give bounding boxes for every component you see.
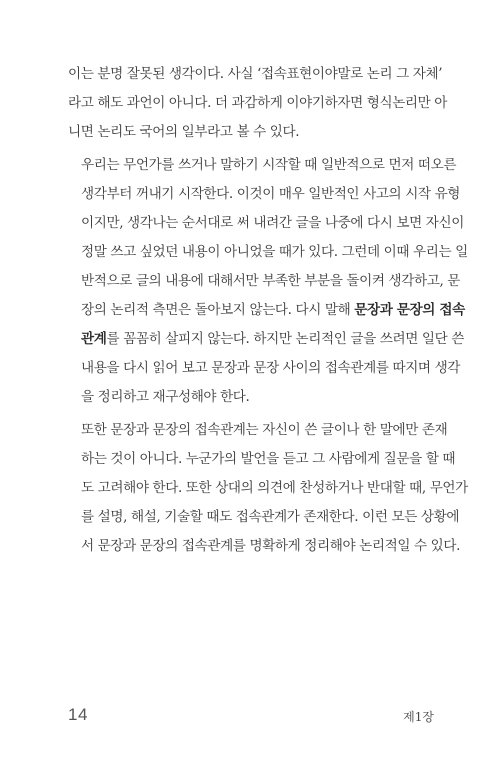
text-line bbox=[68, 383, 436, 412]
text-line bbox=[68, 416, 448, 445]
text-segment: 또한 문장과 문장의 접속관계는 자신이 쓴 글이나 한 말에만 존재 bbox=[81, 422, 448, 438]
text-segment: 하는 것이 아니다. 누군가의 발언을 듣고 그 사람에게 질문을 할 때 bbox=[81, 451, 456, 467]
text-segment: 서 문장과 문장의 접속관계를 명확하게 정리해야 논리적일 수 있다. bbox=[81, 538, 461, 554]
text-line bbox=[68, 118, 436, 147]
emphasis-text: 관계 bbox=[81, 331, 107, 347]
text-line bbox=[68, 180, 461, 209]
text-segment: 장의 논리적 측면은 돌아보지 않는다. 다시 말해 bbox=[81, 302, 355, 318]
text-segment: 반적으로 글의 내용에 대해서만 부족한 부분을 돌이켜 생각하고, 문 bbox=[81, 273, 461, 289]
text-segment: 정말 쓰고 싶었던 내용이 아니었을 때가 있다. 그런데 이때 우리는 일 bbox=[81, 244, 468, 260]
text-line bbox=[68, 445, 456, 474]
text-segment: 이는 분명 잘못된 생각이다. 사실 ‘접속표현이야말로 논리 그 자체’ bbox=[68, 66, 443, 82]
paragraph-2 bbox=[68, 151, 468, 412]
emphasis-text: 문장과 문장의 접속 bbox=[354, 302, 465, 318]
text-line bbox=[68, 89, 448, 118]
text-line bbox=[68, 238, 468, 267]
text-line bbox=[68, 503, 460, 532]
paragraph-3 bbox=[68, 416, 468, 561]
text-line bbox=[68, 354, 461, 383]
text-segment: 우리는 무언가를 쓰거나 말하기 시작할 때 일반적으로 먼저 떠오른 bbox=[81, 157, 457, 173]
text-segment: 을 정리하고 재구성해야 한다. bbox=[81, 389, 250, 405]
text-segment: 생각부터 꺼내기 시작한다. 이것이 매우 일반적인 사고의 시작 유형 bbox=[81, 186, 461, 202]
text-line bbox=[68, 151, 457, 180]
chapter-label: 제1장 bbox=[403, 710, 434, 724]
text-segment: 도 고려해야 한다. 또한 상대의 의견에 찬성하거나 반대할 때, 무언가 bbox=[81, 480, 468, 496]
text-segment: 를 설명, 해설, 기술할 때도 접속관계가 존재한다. 이런 모든 상황에 bbox=[81, 509, 460, 525]
text-segment: 내용을 다시 읽어 보고 문장과 문장 사이의 접속관계를 따지며 생각 bbox=[81, 360, 461, 376]
paragraph-1 bbox=[68, 60, 448, 147]
text-line bbox=[68, 325, 464, 354]
text-segment: 를 꼼꼼히 살피지 않는다. 하지만 논리적인 글을 쓰려면 일단 쓴 bbox=[106, 331, 464, 347]
text-segment: 니면 논리도 국어의 일부라고 볼 수 있다. bbox=[68, 124, 300, 140]
text-segment: 이지만, 생각나는 순서대로 써 내려간 글을 나중에 다시 보면 자신이 bbox=[81, 215, 464, 231]
text-line bbox=[68, 209, 464, 238]
text-line bbox=[68, 60, 443, 89]
text-segment: 라고 해도 과언이 아니다. 더 과감하게 이야기하자면 형식논리만 아 bbox=[68, 95, 448, 111]
page-body bbox=[68, 60, 468, 561]
text-line bbox=[68, 474, 468, 503]
text-line bbox=[68, 267, 461, 296]
text-line bbox=[68, 532, 461, 561]
page-number: 14 bbox=[68, 705, 88, 724]
text-line bbox=[68, 296, 465, 325]
